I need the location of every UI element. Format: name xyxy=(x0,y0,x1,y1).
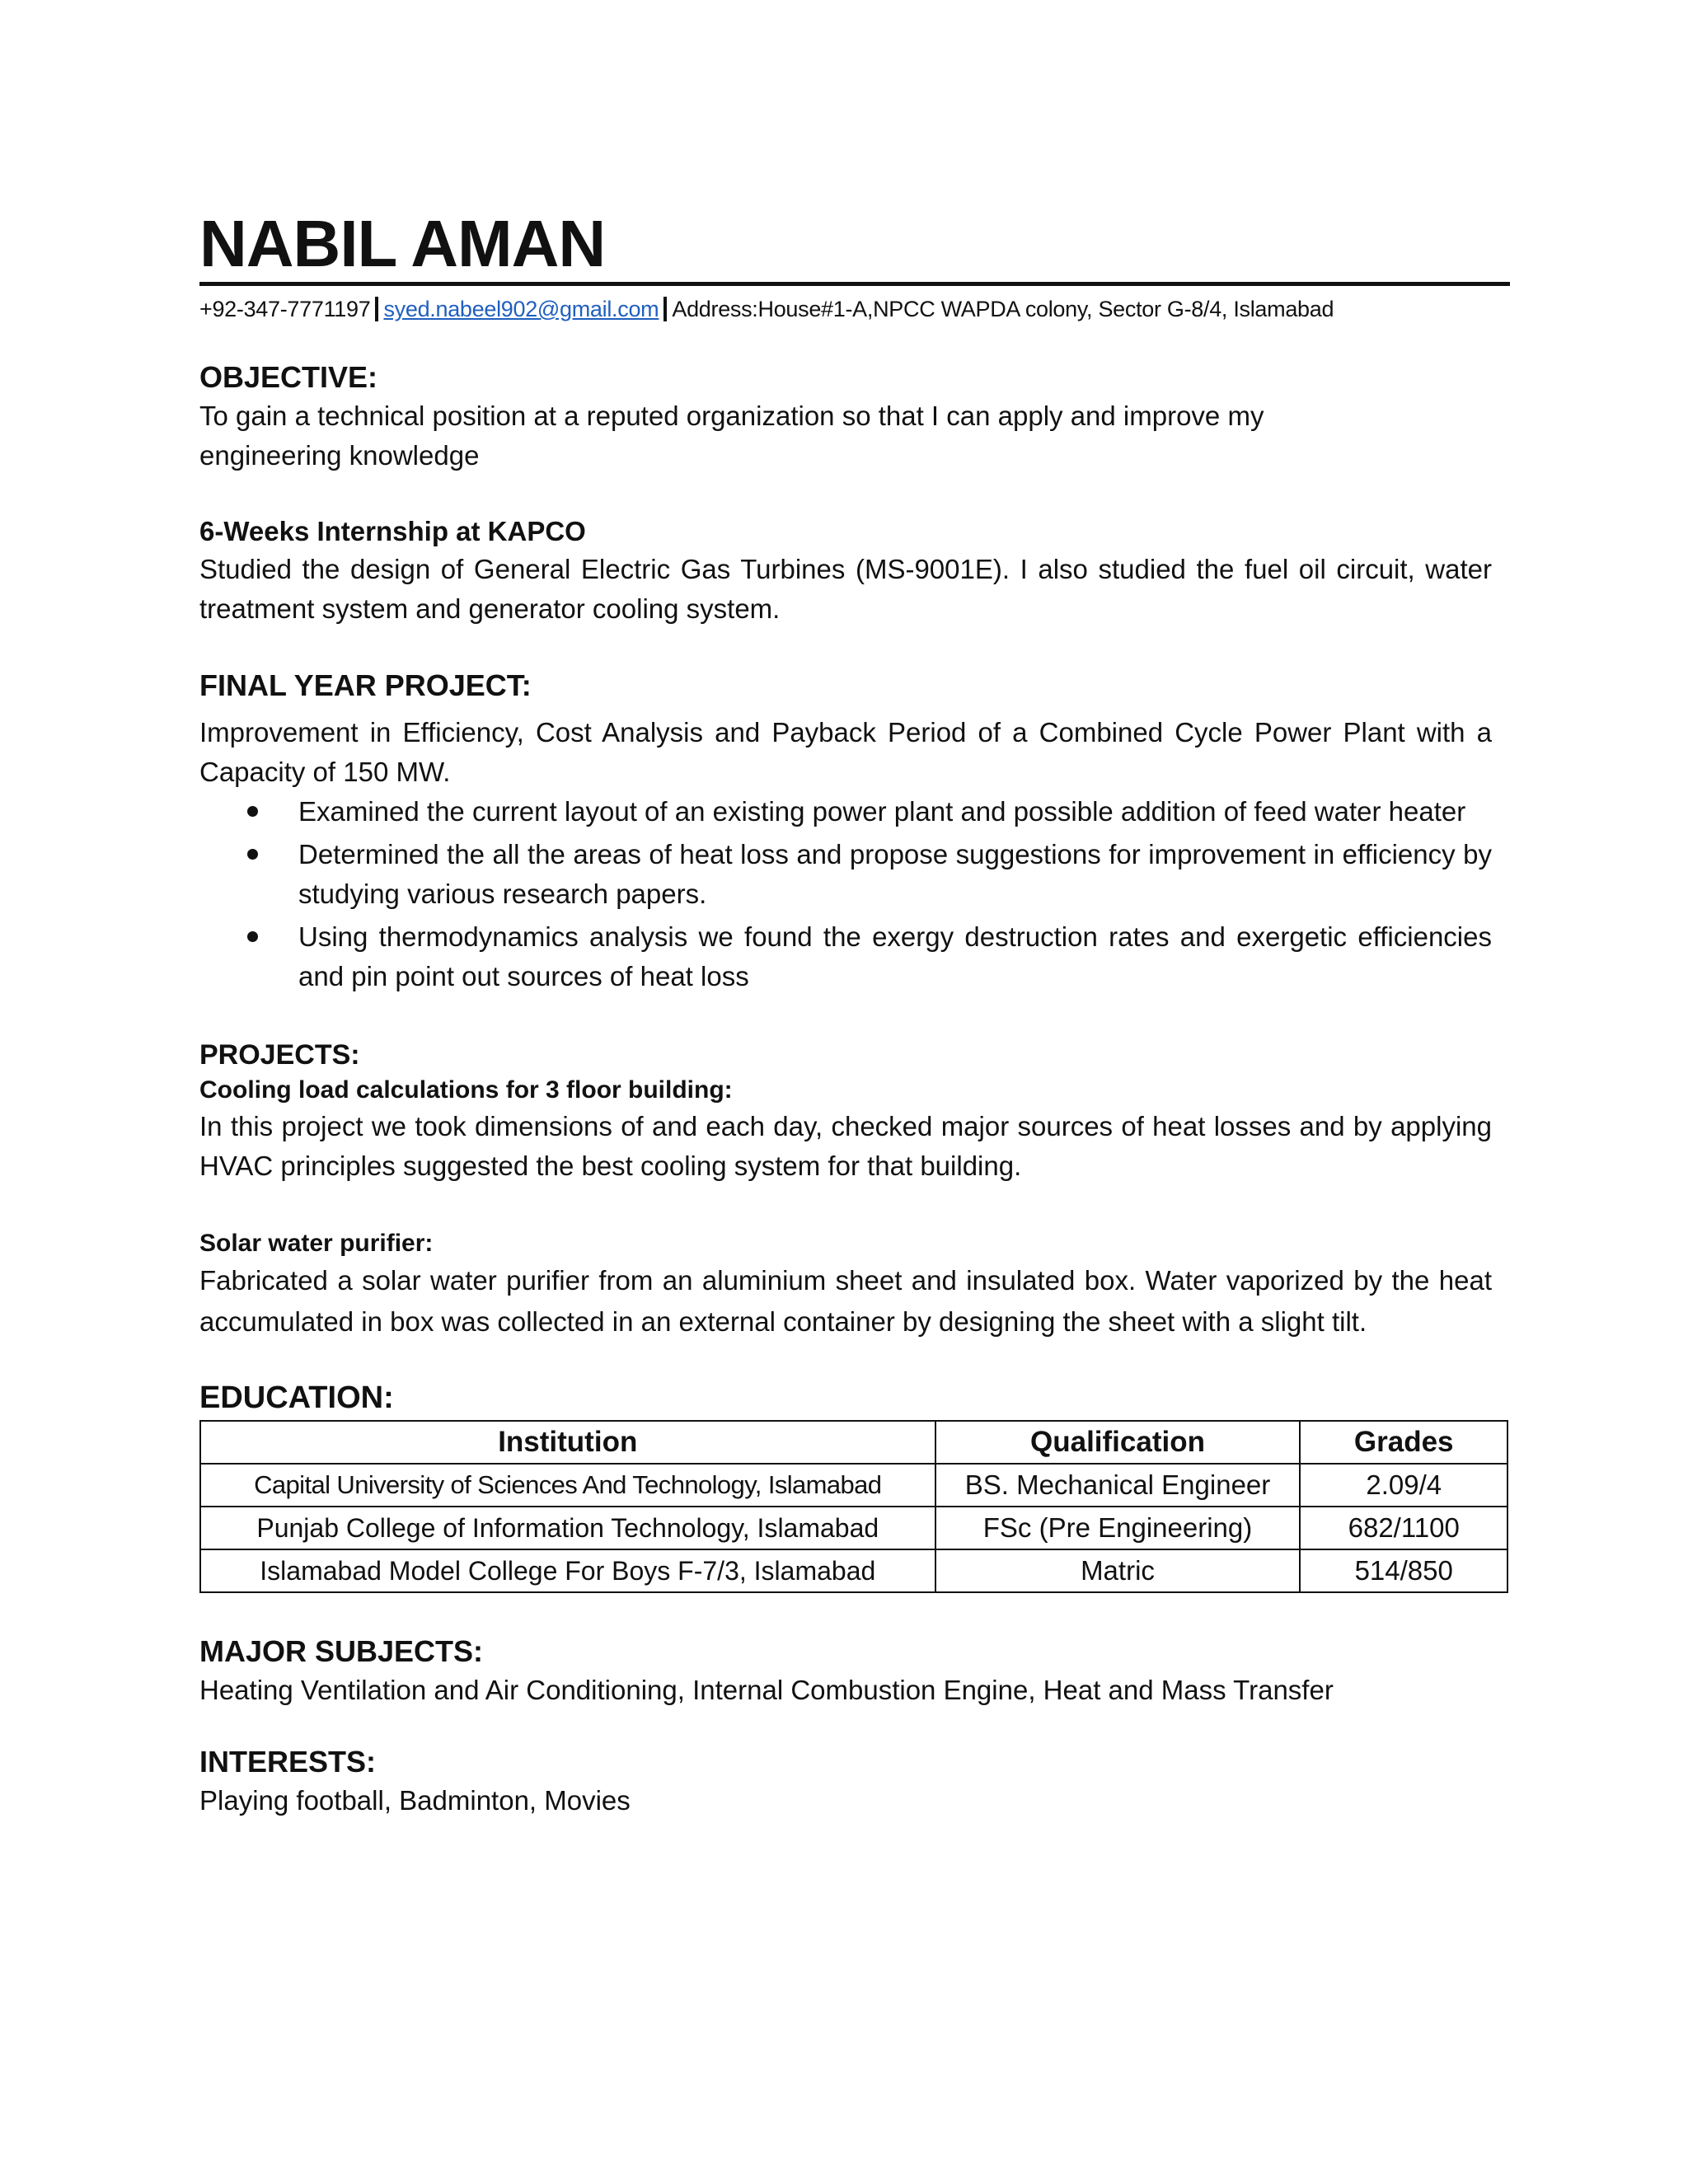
major-subjects-text: Heating Ventilation and Air Conditioning, Internal Combustion Engine, Heat and Mass Transfer xyxy=(199,1675,1334,1705)
education-table xyxy=(199,1420,1508,1593)
bullet-icon xyxy=(247,931,258,942)
table-cell: Punjab College of Information Technology, Islamabad xyxy=(200,1507,935,1549)
project-text: In this project we took dimensions of and each day, checked major sources of heat losses and by applying HVAC principles suggested the best cooling system for that building. xyxy=(199,1111,1492,1181)
table-cell: 514/850 xyxy=(1300,1549,1507,1592)
education-heading: EDUCATION: xyxy=(199,1380,394,1415)
bullet-icon xyxy=(247,849,258,860)
final-project-heading: FINAL YEAR PROJECT: xyxy=(199,668,532,702)
objective-text: To gain a technical position at a reputed organization so that I can apply and improve my engineering knowledge xyxy=(199,401,1264,471)
projects-heading: PROJECTS: xyxy=(199,1039,360,1071)
column-header-grades: Grades xyxy=(1300,1421,1507,1464)
separator xyxy=(375,297,378,321)
final-project-text: Improvement in Efficiency, Cost Analysis and Payback Period of a Combined Cycle Power Plant with a Capacity of 150 MW. xyxy=(199,717,1492,787)
candidate-name: NABIL AMAN xyxy=(199,206,1510,286)
table-cell: Matric xyxy=(935,1549,1301,1592)
table-row xyxy=(200,1549,1507,1592)
project-title: Solar water purifier: xyxy=(199,1230,434,1257)
contact-line xyxy=(199,293,1510,326)
separator xyxy=(663,297,667,321)
internship-heading: 6-Weeks Internship at KAPCO xyxy=(199,516,586,546)
table-cell: 682/1100 xyxy=(1300,1507,1507,1549)
table-header-row xyxy=(200,1421,1507,1464)
list-item: Determined the all the areas of heat loss and propose suggestions for improvement in efficiency by studying various research papers. xyxy=(199,835,1492,914)
column-header-institution: Institution xyxy=(200,1421,935,1464)
interests-text: Playing football, Badminton, Movies xyxy=(199,1785,631,1816)
major-subjects-heading: MAJOR SUBJECTS: xyxy=(199,1634,484,1668)
internship-text: Studied the design of General Electric Gas Turbines (MS-9001E). I also studied the fuel oil circuit, water treatment system and generator cooling system. xyxy=(199,554,1492,624)
table-row xyxy=(200,1464,1507,1507)
address-text: Address:House#1-A,NPCC WAPDA colony, Sector G-8/4, Islamabad xyxy=(672,297,1334,321)
final-project-bullets xyxy=(199,792,1492,996)
table-cell: Islamabad Model College For Boys F-7/3, Islamabad xyxy=(200,1549,935,1592)
resume-page xyxy=(199,206,1510,1821)
list-item: Using thermodynamics analysis we found the exergy destruction rates and exergetic efficiencies and pin point out sources of heat loss xyxy=(199,917,1492,996)
table-cell: Capital University of Sciences And Technology, Islamabad xyxy=(200,1464,935,1507)
list-item: Examined the current layout of an existing power plant and possible addition of feed water heater xyxy=(199,792,1492,832)
table-cell: BS. Mechanical Engineer xyxy=(935,1464,1301,1507)
bullet-icon xyxy=(247,806,258,817)
email-link[interactable]: syed.nabeel902@gmail.com xyxy=(383,297,659,321)
project-text: Fabricated a solar water purifier from an aluminium sheet and insulated box. Water vaporized by the heat accumulated in box was collected in an external container by designing the sheet with a slight tilt. xyxy=(199,1265,1492,1337)
interests-heading: INTERESTS: xyxy=(199,1745,377,1779)
column-header-qualification: Qualification xyxy=(935,1421,1301,1464)
table-cell: 2.09/4 xyxy=(1300,1464,1507,1507)
table-cell: FSc (Pre Engineering) xyxy=(935,1507,1301,1549)
objective-heading: OBJECTIVE: xyxy=(199,360,378,394)
phone-number: +92-347-7771197 xyxy=(199,297,371,321)
table-row xyxy=(200,1507,1507,1549)
project-title: Cooling load calculations for 3 floor building: xyxy=(199,1076,733,1104)
